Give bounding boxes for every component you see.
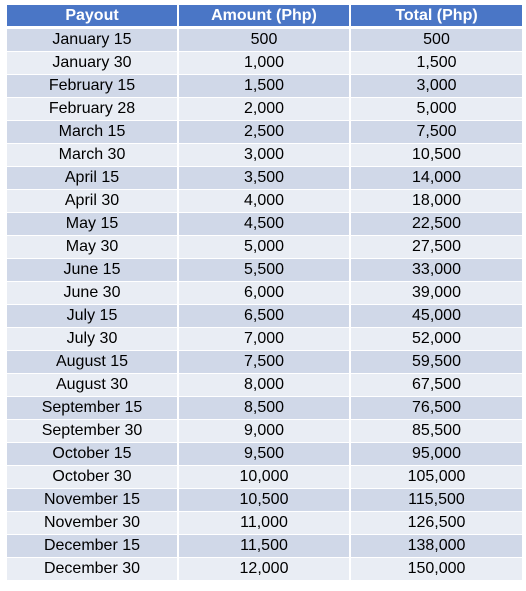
table-row: [6, 443, 523, 466]
cell-total: 126,500: [350, 512, 523, 535]
cell-amount: 12,000: [178, 558, 350, 581]
cell-payout-date: April 15: [6, 167, 178, 190]
cell-amount: 1,000: [178, 52, 350, 75]
header-amount: Amount (Php): [178, 5, 350, 28]
cell-total: 22,500: [350, 213, 523, 236]
cell-payout-date: August 15: [6, 351, 178, 374]
cell-amount: 5,500: [178, 259, 350, 282]
cell-total: 7,500: [350, 121, 523, 144]
payout-table-container: [5, 5, 522, 581]
cell-payout-date: December 15: [6, 535, 178, 558]
header-total: Total (Php): [350, 5, 523, 28]
table-row: [6, 535, 523, 558]
cell-payout-date: September 15: [6, 397, 178, 420]
cell-total: 150,000: [350, 558, 523, 581]
cell-total: 138,000: [350, 535, 523, 558]
cell-amount: 10,000: [178, 466, 350, 489]
cell-amount: 3,500: [178, 167, 350, 190]
cell-payout-date: March 30: [6, 144, 178, 167]
cell-payout-date: February 15: [6, 75, 178, 98]
table-row: [6, 466, 523, 489]
table-row: [6, 75, 523, 98]
cell-amount: 7,500: [178, 351, 350, 374]
cell-amount: 1,500: [178, 75, 350, 98]
cell-total: 67,500: [350, 374, 523, 397]
cell-payout-date: November 15: [6, 489, 178, 512]
table-header-row: [6, 5, 523, 28]
cell-total: 52,000: [350, 328, 523, 351]
cell-total: 105,000: [350, 466, 523, 489]
table-body: [6, 28, 523, 581]
cell-payout-date: March 15: [6, 121, 178, 144]
cell-total: 115,500: [350, 489, 523, 512]
table-row: [6, 489, 523, 512]
cell-amount: 7,000: [178, 328, 350, 351]
cell-total: 5,000: [350, 98, 523, 121]
table-row: [6, 512, 523, 535]
table-row: [6, 558, 523, 581]
cell-total: 85,500: [350, 420, 523, 443]
cell-total: 39,000: [350, 282, 523, 305]
cell-total: 27,500: [350, 236, 523, 259]
cell-total: 3,000: [350, 75, 523, 98]
cell-total: 45,000: [350, 305, 523, 328]
cell-amount: 6,000: [178, 282, 350, 305]
table-row: [6, 236, 523, 259]
table-row: [6, 420, 523, 443]
cell-payout-date: July 30: [6, 328, 178, 351]
table-row: [6, 167, 523, 190]
cell-amount: 10,500: [178, 489, 350, 512]
table-row: [6, 305, 523, 328]
table-row: [6, 213, 523, 236]
table-row: [6, 190, 523, 213]
table-row: [6, 52, 523, 75]
table-row: [6, 374, 523, 397]
cell-amount: 5,000: [178, 236, 350, 259]
cell-amount: 500: [178, 28, 350, 52]
cell-payout-date: January 15: [6, 28, 178, 52]
cell-amount: 2,000: [178, 98, 350, 121]
cell-payout-date: October 15: [6, 443, 178, 466]
cell-total: 10,500: [350, 144, 523, 167]
cell-amount: 6,500: [178, 305, 350, 328]
cell-payout-date: April 30: [6, 190, 178, 213]
cell-total: 1,500: [350, 52, 523, 75]
table-row: [6, 144, 523, 167]
cell-amount: 3,000: [178, 144, 350, 167]
cell-payout-date: January 30: [6, 52, 178, 75]
cell-total: 33,000: [350, 259, 523, 282]
table-row: [6, 351, 523, 374]
cell-payout-date: September 30: [6, 420, 178, 443]
payout-schedule-table: [5, 5, 524, 581]
table-row: [6, 328, 523, 351]
cell-total: 95,000: [350, 443, 523, 466]
cell-amount: 2,500: [178, 121, 350, 144]
table-row: [6, 28, 523, 52]
cell-payout-date: June 30: [6, 282, 178, 305]
table-row: [6, 282, 523, 305]
cell-payout-date: February 28: [6, 98, 178, 121]
cell-total: 14,000: [350, 167, 523, 190]
cell-amount: 8,000: [178, 374, 350, 397]
cell-total: 59,500: [350, 351, 523, 374]
table-row: [6, 98, 523, 121]
cell-payout-date: May 15: [6, 213, 178, 236]
cell-total: 76,500: [350, 397, 523, 420]
cell-total: 18,000: [350, 190, 523, 213]
cell-payout-date: December 30: [6, 558, 178, 581]
cell-amount: 11,500: [178, 535, 350, 558]
cell-payout-date: July 15: [6, 305, 178, 328]
cell-payout-date: August 30: [6, 374, 178, 397]
cell-amount: 8,500: [178, 397, 350, 420]
cell-amount: 9,500: [178, 443, 350, 466]
cell-amount: 11,000: [178, 512, 350, 535]
table-row: [6, 397, 523, 420]
cell-payout-date: November 30: [6, 512, 178, 535]
table-row: [6, 259, 523, 282]
header-payout: Payout: [6, 5, 178, 28]
cell-amount: 4,000: [178, 190, 350, 213]
table-row: [6, 121, 523, 144]
cell-payout-date: June 15: [6, 259, 178, 282]
cell-payout-date: May 30: [6, 236, 178, 259]
cell-total: 500: [350, 28, 523, 52]
cell-amount: 9,000: [178, 420, 350, 443]
cell-amount: 4,500: [178, 213, 350, 236]
cell-payout-date: October 30: [6, 466, 178, 489]
